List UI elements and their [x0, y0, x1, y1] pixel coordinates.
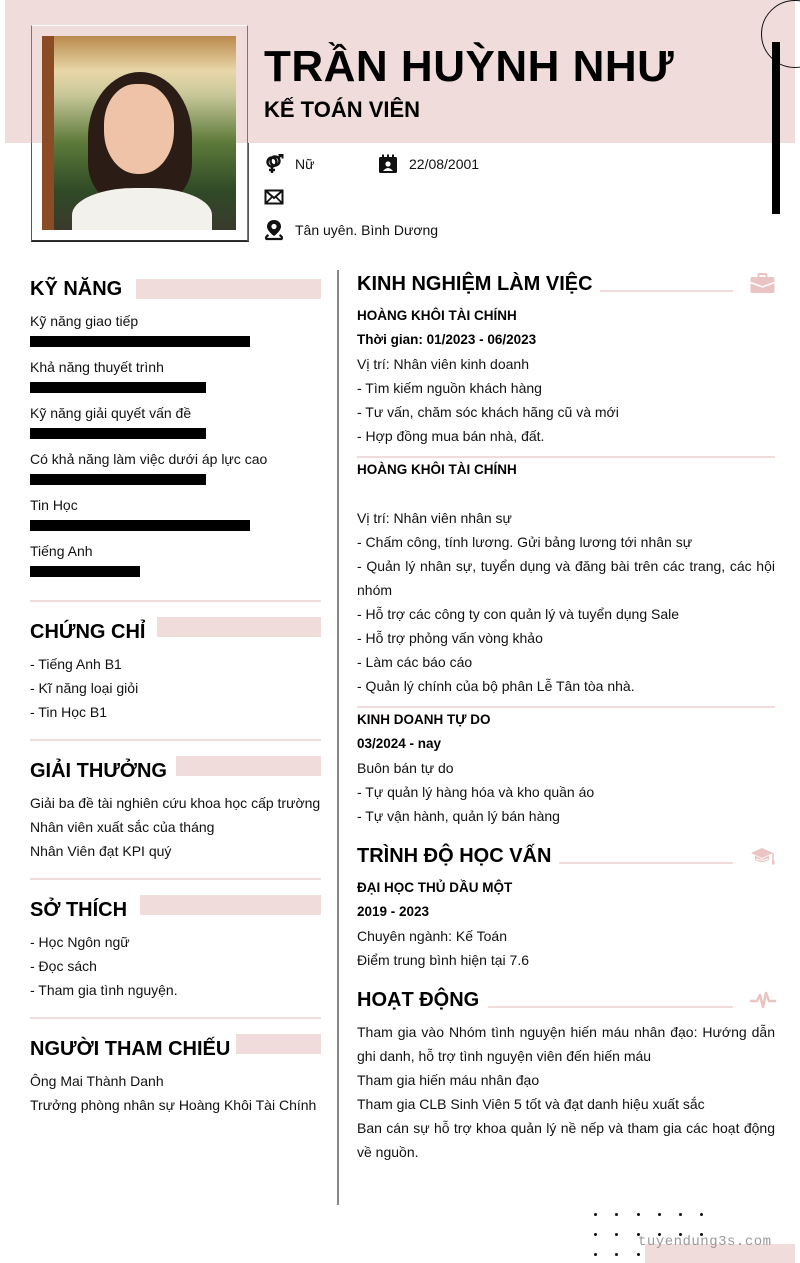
education-major: Chuyên ngành: Kế Toán	[357, 928, 507, 944]
job-duty: - Hỗ trợ các công ty con quản lý và tuyển dụng Sale	[357, 606, 680, 622]
address-value: Tân uyên. Bình Dương	[295, 222, 439, 238]
job-company: KINH DOANH TỰ DO	[357, 712, 491, 727]
hobbies-title-accent	[140, 895, 321, 915]
job-entry	[357, 708, 775, 828]
job-entry	[357, 458, 775, 698]
education-entry	[357, 876, 775, 972]
hobby-item: - Tham gia tình nguyện.	[30, 982, 178, 998]
contact-email	[264, 187, 295, 207]
job-period: Thời gian: 01/2023 - 06/2023	[357, 332, 537, 347]
skill-label: Kỹ năng giao tiếp	[30, 313, 139, 329]
job-duty: - Tư vấn, chăm sóc khách hãng cũ và mới	[357, 404, 619, 420]
section-divider	[30, 739, 321, 741]
watermark: tuyendung3s.com	[638, 1234, 772, 1250]
job-duty: - Tìm kiếm nguồn khách hàng	[357, 380, 542, 396]
job-duty: - Chấm công, tính lương. Gửi bảng lương tới nhân sự	[357, 534, 693, 550]
certificates-list	[30, 652, 138, 724]
skills-title-accent	[136, 279, 321, 299]
photo-dress	[72, 188, 212, 230]
job-duty: - Hỗ trợ phỏng vấn vòng khảo	[357, 630, 543, 646]
education-school: ĐẠI HỌC THỦ DẦU MỘT	[357, 880, 513, 895]
hobbies-title: SỞ THÍCH	[30, 899, 128, 921]
experience-title: KINH NGHIỆM LÀM VIỆC	[357, 273, 593, 295]
map-pin-icon	[264, 220, 284, 240]
skill-level-bar	[30, 428, 206, 439]
award-item: Nhân Viên đạt KPI quý	[30, 843, 172, 859]
contact-birthday	[378, 154, 479, 174]
birthday-value: 22/08/2001	[409, 156, 480, 172]
skill-label: Kỹ năng giải quyết vấn đề	[30, 405, 192, 421]
experience-title-rule	[600, 290, 733, 292]
references-title-accent	[236, 1034, 321, 1054]
activity-item: Ban cán sự hỗ trợ khoa quản lý nề nếp và tham gia các hoạt động về nguồn.	[357, 1120, 775, 1160]
job-duty: - Tự quản lý hàng hóa và kho quần áo	[357, 784, 595, 800]
column-divider	[337, 270, 339, 1205]
skill-label: Có khả năng làm việc dưới áp lực cao	[30, 451, 268, 467]
reference-item: Ông Mai Thành Danh	[30, 1073, 164, 1089]
certificates-title-accent	[157, 617, 321, 637]
activity-item: Tham gia hiến máu nhân đạo	[357, 1072, 540, 1088]
job-duty: - Quản lý nhân sự, tuyển dụng và đăng bài trên các trang, các hội nhóm	[357, 558, 775, 598]
job-position: Buôn bán tự do	[357, 760, 454, 776]
contact-gender	[264, 154, 314, 174]
references-list	[30, 1069, 316, 1117]
photo-face	[104, 84, 174, 174]
activity-item: Tham gia CLB Sinh Viên 5 tốt và đạt danh hiệu xuất sắc	[357, 1096, 705, 1112]
skill-label: Khả năng thuyết trình	[30, 359, 164, 375]
hobbies-list	[30, 930, 178, 1002]
activity-item: Tham gia vào Nhóm tình nguyện hiến máu nhân đạo: Hướng dẫn ghi danh, hỗ trợ tình nguyện viên đến hiến máu	[357, 1024, 775, 1064]
education-title: TRÌNH ĐỘ HỌC VẤN	[357, 845, 552, 867]
certificate-item: - Kĩ năng loại giỏi	[30, 680, 139, 696]
skill-level-bar	[30, 382, 206, 393]
gender-icon	[264, 154, 284, 174]
job-period: 03/2024 - nay	[357, 736, 442, 751]
job-company: HOÀNG KHÔI TÀI CHÍNH	[357, 462, 517, 477]
candidate-name: TRẦN HUỲNH NHƯ	[264, 42, 675, 91]
graduation-cap-icon	[750, 846, 776, 871]
job-position: Vị trí: Nhân viên kinh doanh	[357, 356, 529, 372]
envelope-icon	[264, 187, 284, 207]
activities-list	[357, 1020, 775, 1164]
job-company: HOÀNG KHÔI TÀI CHÍNH	[357, 308, 517, 323]
gender-value: Nữ	[295, 156, 315, 172]
job-entry	[357, 304, 775, 448]
award-item: Giải ba đề tài nghiên cứu khoa học cấp trường	[30, 795, 321, 811]
skill-level-bar	[30, 474, 206, 485]
skill-label: Tin Học	[30, 497, 78, 513]
profile-photo	[42, 36, 236, 230]
education-gpa: Điểm trung bình hiện tại 7.6	[357, 952, 529, 968]
certificates-title: CHỨNG CHỈ	[30, 621, 146, 643]
section-divider	[30, 600, 321, 602]
job-duty: - Làm các báo cáo	[357, 654, 473, 670]
job-duty: - Hợp đồng mua bán nhà, đất.	[357, 428, 545, 444]
photo-bg-pillar	[42, 36, 54, 230]
certificate-item: - Tiếng Anh B1	[30, 656, 122, 672]
decorative-vertical-bar	[772, 42, 780, 214]
awards-title-accent	[176, 756, 321, 776]
awards-list	[30, 791, 320, 863]
calendar-contact-icon	[378, 154, 398, 174]
references-title: NGƯỜI THAM CHIẾU	[30, 1038, 231, 1060]
job-duty: - Tự vận hành, quản lý bán hàng	[357, 808, 560, 824]
hobby-item: - Học Ngôn ngữ	[30, 934, 130, 950]
skill-level-bar	[30, 566, 140, 577]
certificate-item: - Tin Học B1	[30, 704, 108, 720]
education-title-rule	[559, 862, 733, 864]
job-duty: - Quản lý chính của bộ phân Lễ Tân tòa nhà.	[357, 678, 635, 694]
skill-level-bar	[30, 520, 250, 531]
activities-title: HOẠT ĐỘNG	[357, 989, 480, 1011]
hobby-item: - Đọc sách	[30, 958, 97, 974]
job-position: Vị trí: Nhân viên nhân sự	[357, 510, 512, 526]
award-item: Nhân viên xuất sắc của tháng	[30, 819, 215, 835]
activities-title-rule	[488, 1006, 733, 1008]
skill-level-bar	[30, 336, 250, 347]
skills-title: KỸ NĂNG	[30, 278, 123, 300]
skill-label: Tiếng Anh	[30, 543, 93, 559]
reference-item: Trưởng phòng nhân sự Hoàng Khôi Tài Chính	[30, 1097, 317, 1113]
job-title: KẾ TOÁN VIÊN	[264, 97, 421, 122]
heartbeat-icon	[750, 990, 776, 1015]
contact-address	[264, 220, 438, 240]
section-divider	[30, 878, 321, 880]
education-period: 2019 - 2023	[357, 904, 430, 919]
briefcase-icon	[750, 273, 775, 299]
section-divider	[30, 1017, 321, 1019]
job-period	[357, 482, 775, 506]
awards-title: GIẢI THƯỞNG	[30, 760, 167, 782]
